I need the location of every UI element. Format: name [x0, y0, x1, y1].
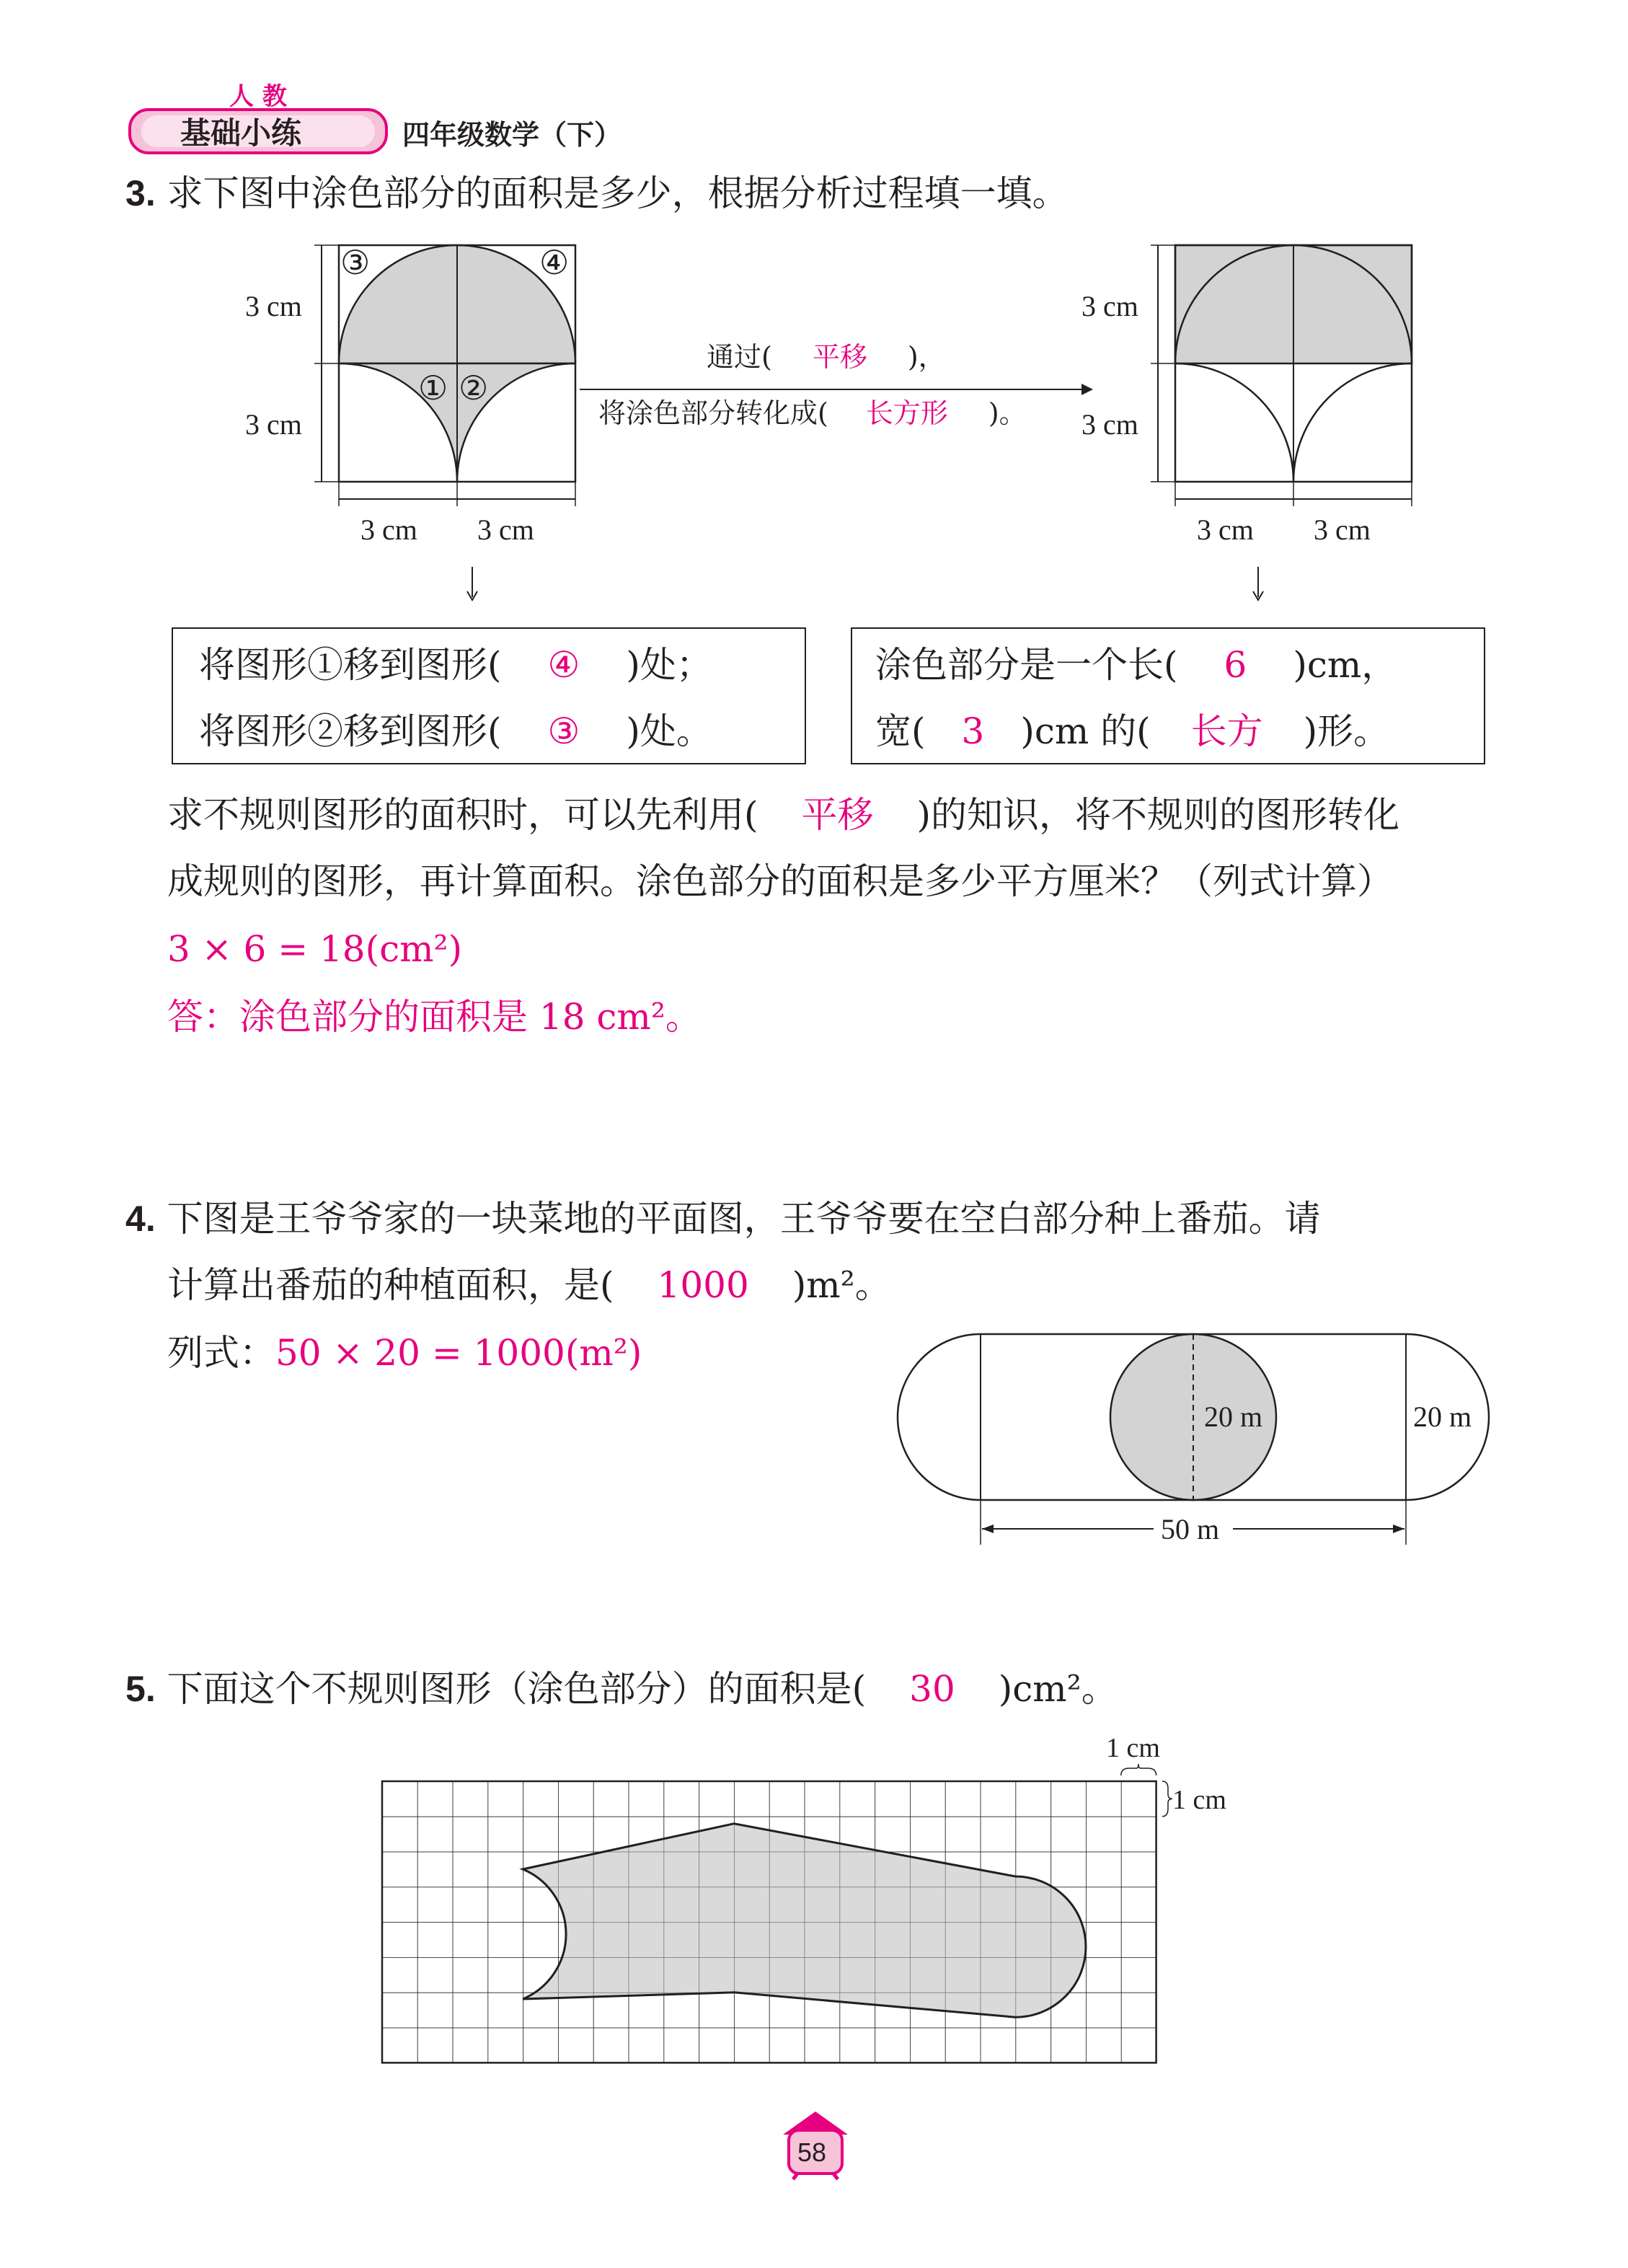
q3-label-2: ② [459, 370, 489, 407]
header-edition: 人 教 [229, 82, 287, 111]
q3-number: 3 [125, 173, 146, 213]
q3-right-dim-w1: 3 cm [1197, 513, 1254, 546]
q3-box1-line1: 将图形①移到图形( ④ )处； [199, 644, 712, 686]
q3-box2-answer2: 3 [961, 710, 985, 752]
q4-number: 4 [125, 1199, 146, 1239]
q3-summary-line1: 求不规则图形的面积时，可以先利用( 平移 )的知识，将不规则的图形转化 [167, 794, 1400, 836]
q4-circle-dim: 20 m [1204, 1400, 1263, 1433]
q4-answer: 1000 [657, 1264, 749, 1306]
q4-length-dim: 50 m [1161, 1513, 1220, 1545]
q3-figure-right [1067, 231, 1442, 548]
q5-unit-height: 1 cm [1172, 1785, 1226, 1815]
q3-figure-left [231, 231, 606, 548]
q3-box1-answer1: ④ [547, 644, 580, 686]
q3-label-1: ① [418, 370, 448, 407]
q5-answer: 30 [909, 1668, 955, 1710]
q3-box2-answer1: 6 [1224, 644, 1247, 686]
q3-arrow-line1: 通过( 平移 )， [707, 341, 946, 373]
q4-formula: 50 × 20 = 1000(m²) [275, 1332, 642, 1374]
q3-label-4: ④ [539, 244, 570, 281]
q3-calculation: 3 × 6 = 18(cm²) [167, 928, 463, 970]
q3-label-3: ③ [340, 244, 371, 281]
q4-line1: 4. 下图是王爷爷家的一块菜地的平面图，王爷爷要在空白部分种上番茄。请 [125, 1198, 1321, 1240]
q3-box2-line1: 涂色部分是一个长( 6 )cm， [875, 644, 1398, 686]
q3-prompt: 3. 求下图中涂色部分的面积是多少，根据分析过程填一填。 [125, 172, 1069, 214]
q5-prompt: 5. 下面这个不规则图形（涂色部分）的面积是( 30 )cm²。 [125, 1668, 1118, 1710]
q4-formula-label: 列式： [167, 1332, 275, 1374]
q3-arrow-line2: 将涂色部分转化成( 长方形 )。 [598, 397, 1027, 429]
header-grade: 四年级数学（下） [402, 119, 622, 151]
q5-number: 5 [125, 1669, 146, 1709]
q3-right-dim-w2: 3 cm [1314, 513, 1371, 546]
q4-line2: 计算出番茄的种植面积，是( 1000 )m²。 [167, 1264, 891, 1306]
q4-field-diagram [887, 1320, 1507, 1558]
q3-left-dim-w1: 3 cm [360, 513, 417, 546]
header-series: 基础小练 [180, 115, 302, 151]
q4-formula-line [167, 1331, 642, 1375]
q3-left-dim-bottom: 3 cm [245, 408, 302, 441]
q3-left-dim-w2: 3 cm [477, 513, 534, 546]
q3-box1-line2: 将图形②移到图形( ③ )处。 [199, 710, 712, 752]
q3-right-dim-top: 3 cm [1081, 290, 1138, 322]
q3-box2-line2: 宽( 3 )cm 的( 长方 )形。 [875, 710, 1390, 752]
q3-arrow-answer1: 平移 [812, 341, 867, 373]
page-number: 58 [797, 2137, 827, 2167]
q3-box2-answer3: 长方 [1190, 710, 1263, 752]
q3-summary-answer: 平移 [801, 794, 874, 836]
q3-box1-answer2: ③ [547, 710, 580, 752]
q3-down-arrow-right [1247, 567, 1269, 603]
q3-right-dim-bottom: 3 cm [1081, 408, 1138, 441]
q3-summary-line2: 成规则的图形，再计算面积。涂色部分的面积是多少平方厘米？（列式计算） [167, 860, 1393, 902]
q3-down-arrow-left [461, 567, 483, 603]
q5-unit-width: 1 cm [1106, 1733, 1160, 1763]
q5-grid-diagram [375, 1731, 1283, 2077]
q4-height-dim: 20 m [1413, 1400, 1472, 1433]
q3-answer: 答：涂色部分的面积是 18 cm²。 [167, 996, 702, 1038]
q3-text: 求下图中涂色部分的面积是多少，根据分析过程填一填。 [167, 172, 1069, 214]
q3-arrow-answer2: 长方形 [865, 397, 948, 429]
q3-left-dim-top: 3 cm [245, 290, 302, 322]
